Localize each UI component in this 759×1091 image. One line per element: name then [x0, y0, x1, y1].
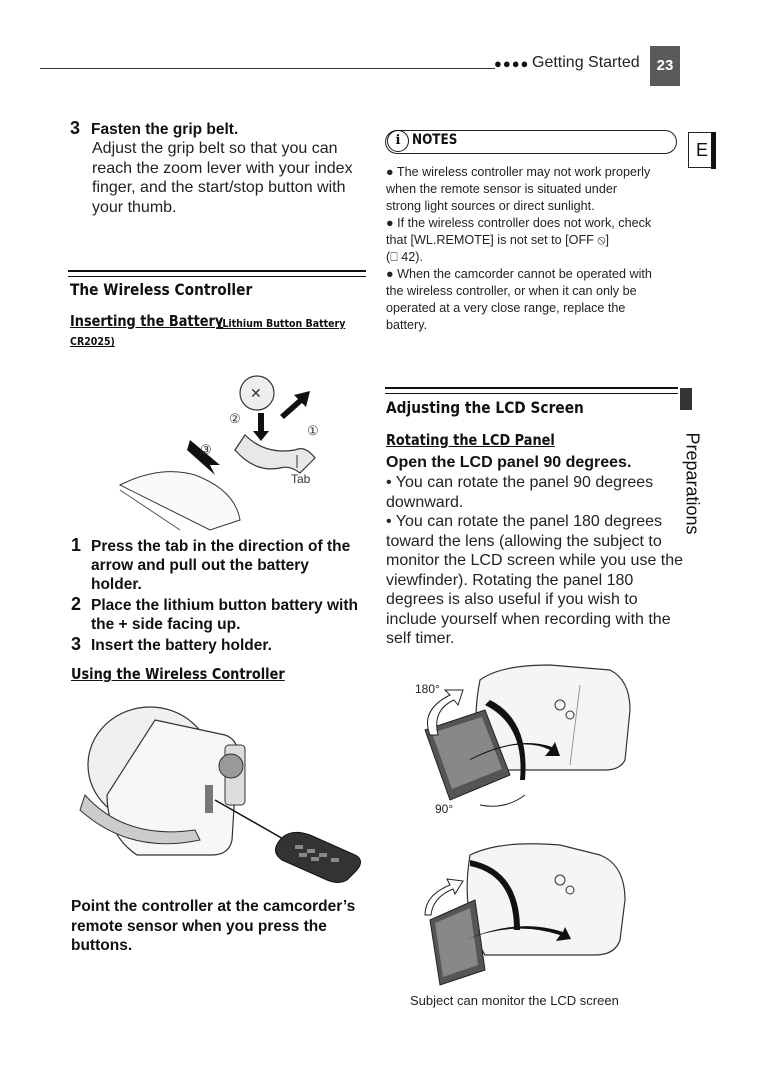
lcd-section-rule [385, 387, 678, 394]
header-rule [40, 68, 495, 69]
remote-illustration [75, 700, 365, 890]
battery-subtitle: Inserting the Battery (Lithium Button Battery [70, 312, 346, 330]
fig-label-180: 180° [415, 682, 440, 696]
fig-label-tab: Tab [291, 472, 311, 486]
lcd-rotate-illustration-2 [410, 840, 640, 990]
side-tab-block [680, 388, 692, 410]
svg-text:✕: ✕ [250, 385, 262, 401]
wireless-title: The Wireless Controller [70, 280, 253, 299]
point-controller-text: Point the controller at the camcorder’s remote sensor when you press the buttons. [71, 898, 356, 954]
fig-label-one: ① [307, 423, 319, 438]
lcd-rotate-illustration-1 [410, 660, 640, 820]
battery-step-3: Insert the battery holder. [91, 637, 272, 654]
lcd-subtitle: Rotating the LCD Panel [386, 431, 555, 449]
using-controller-title: Using the Wireless Controller [71, 665, 285, 683]
battery-step-2: Place the lithium button battery with the + side facing up. [91, 597, 358, 633]
section-rule [68, 270, 366, 277]
fig-label-two: ② [229, 411, 241, 426]
info-icon: i [387, 130, 409, 152]
lcd-step-text: • You can rotate the panel 90 degrees downward. • You can rotate the panel 180 degrees toward the lens (allowing the subject to monitor the LCD screen while you use the viewfinder). Rotating the panel 180 degrees is also useful if you wish to include yourself when recording with the self timer. [386, 474, 684, 647]
battery-step-2-number: 2 [71, 594, 82, 614]
header-dots: ●●●● [494, 56, 530, 71]
battery-subtitle-line2: CR2025) [70, 335, 115, 348]
battery-step-1-number: 1 [71, 535, 82, 555]
note-item: ● When the camcorder cannot be operated with the wireless controller, or when it can only be operated at a very close range, replace the battery. [386, 267, 652, 332]
lcd-title: Adjusting the LCD Screen [386, 398, 584, 417]
note-item: ● If the wireless controller does not work, check that [WL.REMOTE] is not set to [OFF ⦸] (⎕ 42). [386, 216, 652, 264]
grip-step-text: Adjust the grip belt so that you can reach the zoom lever with your index finger, and the start/stop button with your thumb. [92, 140, 353, 216]
page-number: 23 [650, 46, 680, 86]
side-tab-label: Preparations [682, 432, 703, 535]
battery-step-1: Press the tab in the direction of the arrow and pull out the battery holder. [91, 538, 351, 593]
fig-label-90: 90° [435, 802, 454, 816]
battery-illustration [110, 365, 350, 535]
fig-label-three: ③ [200, 442, 212, 457]
note-item: ● The wireless controller may not work properly when the remote sensor is situated under strong light sources or direct sunlight. [386, 165, 651, 213]
notes-label: NOTES [412, 132, 458, 148]
section-title: Getting Started [532, 54, 640, 71]
lcd-caption: Subject can monitor the LCD screen [410, 993, 619, 1008]
grip-step-heading: Fasten the grip belt. [91, 121, 239, 138]
language-tab: E [688, 132, 716, 168]
battery-step-3-number: 3 [71, 634, 82, 654]
lcd-step-heading: Open the LCD panel 90 degrees. [386, 454, 632, 471]
language-tab-bar [711, 132, 716, 169]
grip-step-number: 3 [70, 118, 81, 138]
